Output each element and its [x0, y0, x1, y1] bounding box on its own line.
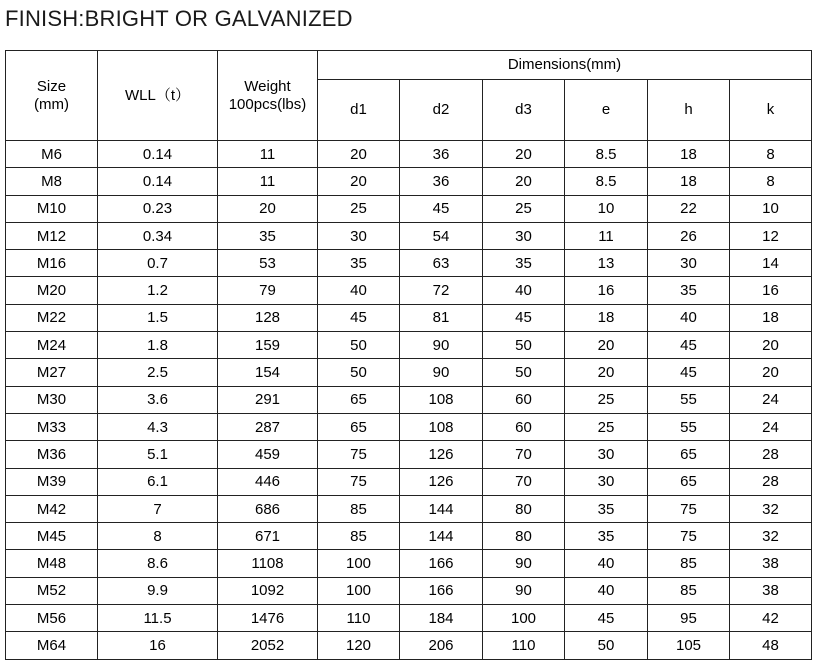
cell-h: 45 [648, 359, 730, 386]
cell-size: M12 [6, 222, 98, 249]
cell-size: M64 [6, 632, 98, 659]
cell-d1: 30 [318, 222, 400, 249]
cell-size: M52 [6, 577, 98, 604]
cell-k: 20 [730, 332, 812, 359]
header-weight-line2: 100pcs(lbs) [228, 95, 307, 113]
cell-h: 18 [648, 168, 730, 195]
cell-d2: 108 [400, 413, 483, 440]
cell-wll: 0.14 [98, 141, 218, 168]
cell-d2: 144 [400, 495, 483, 522]
cell-h: 26 [648, 222, 730, 249]
table-row [6, 168, 812, 195]
cell-h: 55 [648, 413, 730, 440]
cell-weight: 2052 [218, 632, 318, 659]
cell-wll: 8 [98, 523, 218, 550]
cell-e: 30 [565, 468, 648, 495]
table-row [6, 413, 812, 440]
table-row [6, 195, 812, 222]
cell-d2: 45 [400, 195, 483, 222]
cell-h: 85 [648, 577, 730, 604]
header-d1: d1 [318, 80, 400, 141]
cell-e: 20 [565, 359, 648, 386]
cell-e: 40 [565, 550, 648, 577]
cell-d1: 75 [318, 441, 400, 468]
cell-d1: 20 [318, 141, 400, 168]
cell-h: 65 [648, 468, 730, 495]
cell-d3: 60 [483, 386, 565, 413]
cell-e: 8.5 [565, 168, 648, 195]
cell-wll: 2.5 [98, 359, 218, 386]
cell-k: 38 [730, 550, 812, 577]
cell-wll: 0.23 [98, 195, 218, 222]
cell-weight: 459 [218, 441, 318, 468]
cell-d1: 85 [318, 523, 400, 550]
cell-k: 20 [730, 359, 812, 386]
cell-e: 45 [565, 605, 648, 632]
table-row [6, 359, 812, 386]
cell-e: 10 [565, 195, 648, 222]
cell-wll: 5.1 [98, 441, 218, 468]
cell-size: M36 [6, 441, 98, 468]
cell-h: 65 [648, 441, 730, 468]
cell-wll: 0.14 [98, 168, 218, 195]
cell-k: 42 [730, 605, 812, 632]
cell-d1: 40 [318, 277, 400, 304]
table-row [6, 332, 812, 359]
cell-d2: 36 [400, 168, 483, 195]
cell-d3: 70 [483, 441, 565, 468]
cell-wll: 1.5 [98, 304, 218, 331]
table-row [6, 222, 812, 249]
cell-weight: 1476 [218, 605, 318, 632]
cell-d3: 40 [483, 277, 565, 304]
cell-size: M33 [6, 413, 98, 440]
table-row [6, 386, 812, 413]
table-row [6, 468, 812, 495]
cell-size: M27 [6, 359, 98, 386]
cell-weight: 11 [218, 168, 318, 195]
cell-d1: 50 [318, 359, 400, 386]
table-row [6, 632, 812, 659]
cell-d1: 25 [318, 195, 400, 222]
cell-h: 85 [648, 550, 730, 577]
cell-k: 28 [730, 441, 812, 468]
cell-d3: 60 [483, 413, 565, 440]
header-size [6, 51, 98, 141]
cell-d2: 184 [400, 605, 483, 632]
cell-wll: 8.6 [98, 550, 218, 577]
cell-d2: 108 [400, 386, 483, 413]
cell-d1: 20 [318, 168, 400, 195]
cell-k: 16 [730, 277, 812, 304]
cell-size: M20 [6, 277, 98, 304]
cell-weight: 287 [218, 413, 318, 440]
cell-d2: 81 [400, 304, 483, 331]
cell-size: M30 [6, 386, 98, 413]
cell-d2: 36 [400, 141, 483, 168]
cell-size: M8 [6, 168, 98, 195]
cell-wll: 1.2 [98, 277, 218, 304]
page-title: FINISH:BRIGHT OR GALVANIZED [5, 6, 353, 31]
table-row [6, 495, 812, 522]
cell-d3: 90 [483, 550, 565, 577]
cell-wll: 1.8 [98, 332, 218, 359]
cell-e: 8.5 [565, 141, 648, 168]
header-d3: d3 [483, 80, 565, 141]
cell-h: 55 [648, 386, 730, 413]
header-weight [218, 51, 318, 141]
header-h: h [648, 80, 730, 141]
cell-d1: 100 [318, 577, 400, 604]
table-row [6, 577, 812, 604]
cell-wll: 7 [98, 495, 218, 522]
cell-d1: 120 [318, 632, 400, 659]
cell-weight: 291 [218, 386, 318, 413]
cell-k: 10 [730, 195, 812, 222]
cell-k: 14 [730, 250, 812, 277]
cell-h: 105 [648, 632, 730, 659]
table-row [6, 605, 812, 632]
cell-wll: 4.3 [98, 413, 218, 440]
cell-weight: 159 [218, 332, 318, 359]
table-row [6, 141, 812, 168]
cell-d2: 72 [400, 277, 483, 304]
cell-weight: 671 [218, 523, 318, 550]
cell-e: 35 [565, 523, 648, 550]
cell-h: 45 [648, 332, 730, 359]
cell-d3: 30 [483, 222, 565, 249]
cell-wll: 6.1 [98, 468, 218, 495]
cell-e: 13 [565, 250, 648, 277]
cell-e: 20 [565, 332, 648, 359]
header-wll: WLL（t） [98, 51, 218, 141]
table-row [6, 304, 812, 331]
cell-e: 30 [565, 441, 648, 468]
header-k: k [730, 80, 812, 141]
header-e: e [565, 80, 648, 141]
cell-d3: 110 [483, 632, 565, 659]
cell-weight: 686 [218, 495, 318, 522]
cell-d2: 63 [400, 250, 483, 277]
cell-d1: 45 [318, 304, 400, 331]
cell-weight: 11 [218, 141, 318, 168]
cell-d1: 65 [318, 413, 400, 440]
table-row [6, 441, 812, 468]
cell-e: 35 [565, 495, 648, 522]
cell-wll: 9.9 [98, 577, 218, 604]
cell-size: M56 [6, 605, 98, 632]
cell-d3: 25 [483, 195, 565, 222]
cell-e: 16 [565, 277, 648, 304]
cell-size: M24 [6, 332, 98, 359]
cell-d2: 90 [400, 332, 483, 359]
cell-weight: 20 [218, 195, 318, 222]
cell-h: 22 [648, 195, 730, 222]
cell-d1: 65 [318, 386, 400, 413]
cell-d3: 20 [483, 141, 565, 168]
cell-weight: 79 [218, 277, 318, 304]
cell-k: 32 [730, 495, 812, 522]
cell-d2: 126 [400, 468, 483, 495]
cell-k: 18 [730, 304, 812, 331]
cell-h: 35 [648, 277, 730, 304]
table-row [6, 523, 812, 550]
table-body [6, 141, 812, 660]
cell-d3: 80 [483, 523, 565, 550]
cell-h: 75 [648, 523, 730, 550]
cell-d3: 70 [483, 468, 565, 495]
cell-wll: 0.7 [98, 250, 218, 277]
cell-weight: 1092 [218, 577, 318, 604]
cell-k: 48 [730, 632, 812, 659]
cell-d3: 20 [483, 168, 565, 195]
cell-d3: 45 [483, 304, 565, 331]
cell-d1: 85 [318, 495, 400, 522]
header-d2: d2 [400, 80, 483, 141]
spec-table [5, 50, 812, 660]
cell-d3: 35 [483, 250, 565, 277]
cell-d2: 166 [400, 577, 483, 604]
cell-k: 24 [730, 386, 812, 413]
cell-d1: 50 [318, 332, 400, 359]
header-dimensions: Dimensions(mm) [318, 51, 812, 80]
cell-k: 38 [730, 577, 812, 604]
cell-weight: 53 [218, 250, 318, 277]
cell-k: 12 [730, 222, 812, 249]
cell-weight: 128 [218, 304, 318, 331]
cell-e: 25 [565, 413, 648, 440]
cell-k: 32 [730, 523, 812, 550]
table-row [6, 277, 812, 304]
cell-d2: 90 [400, 359, 483, 386]
cell-size: M22 [6, 304, 98, 331]
cell-d3: 100 [483, 605, 565, 632]
cell-d1: 100 [318, 550, 400, 577]
cell-d3: 80 [483, 495, 565, 522]
cell-d1: 75 [318, 468, 400, 495]
cell-d1: 110 [318, 605, 400, 632]
cell-size: M16 [6, 250, 98, 277]
cell-h: 75 [648, 495, 730, 522]
cell-k: 8 [730, 168, 812, 195]
cell-wll: 11.5 [98, 605, 218, 632]
cell-e: 25 [565, 386, 648, 413]
cell-size: M48 [6, 550, 98, 577]
cell-wll: 0.34 [98, 222, 218, 249]
cell-size: M45 [6, 523, 98, 550]
cell-size: M42 [6, 495, 98, 522]
cell-size: M39 [6, 468, 98, 495]
cell-e: 11 [565, 222, 648, 249]
cell-size: M10 [6, 195, 98, 222]
cell-d3: 50 [483, 359, 565, 386]
cell-k: 24 [730, 413, 812, 440]
cell-d2: 126 [400, 441, 483, 468]
cell-weight: 446 [218, 468, 318, 495]
header-size-line1: Size [36, 77, 67, 95]
table-row [6, 250, 812, 277]
cell-h: 95 [648, 605, 730, 632]
cell-d3: 90 [483, 577, 565, 604]
cell-e: 18 [565, 304, 648, 331]
table-row [6, 550, 812, 577]
cell-h: 30 [648, 250, 730, 277]
cell-weight: 1108 [218, 550, 318, 577]
cell-h: 18 [648, 141, 730, 168]
cell-e: 40 [565, 577, 648, 604]
cell-d2: 54 [400, 222, 483, 249]
cell-d3: 50 [483, 332, 565, 359]
cell-d2: 206 [400, 632, 483, 659]
cell-size: M6 [6, 141, 98, 168]
cell-h: 40 [648, 304, 730, 331]
cell-weight: 35 [218, 222, 318, 249]
cell-weight: 154 [218, 359, 318, 386]
cell-wll: 3.6 [98, 386, 218, 413]
header-size-line2: (mm) [34, 95, 69, 113]
cell-d2: 144 [400, 523, 483, 550]
cell-d1: 35 [318, 250, 400, 277]
header-weight-line1: Weight [244, 77, 291, 95]
cell-d2: 166 [400, 550, 483, 577]
cell-k: 8 [730, 141, 812, 168]
cell-k: 28 [730, 468, 812, 495]
cell-e: 50 [565, 632, 648, 659]
cell-wll: 16 [98, 632, 218, 659]
